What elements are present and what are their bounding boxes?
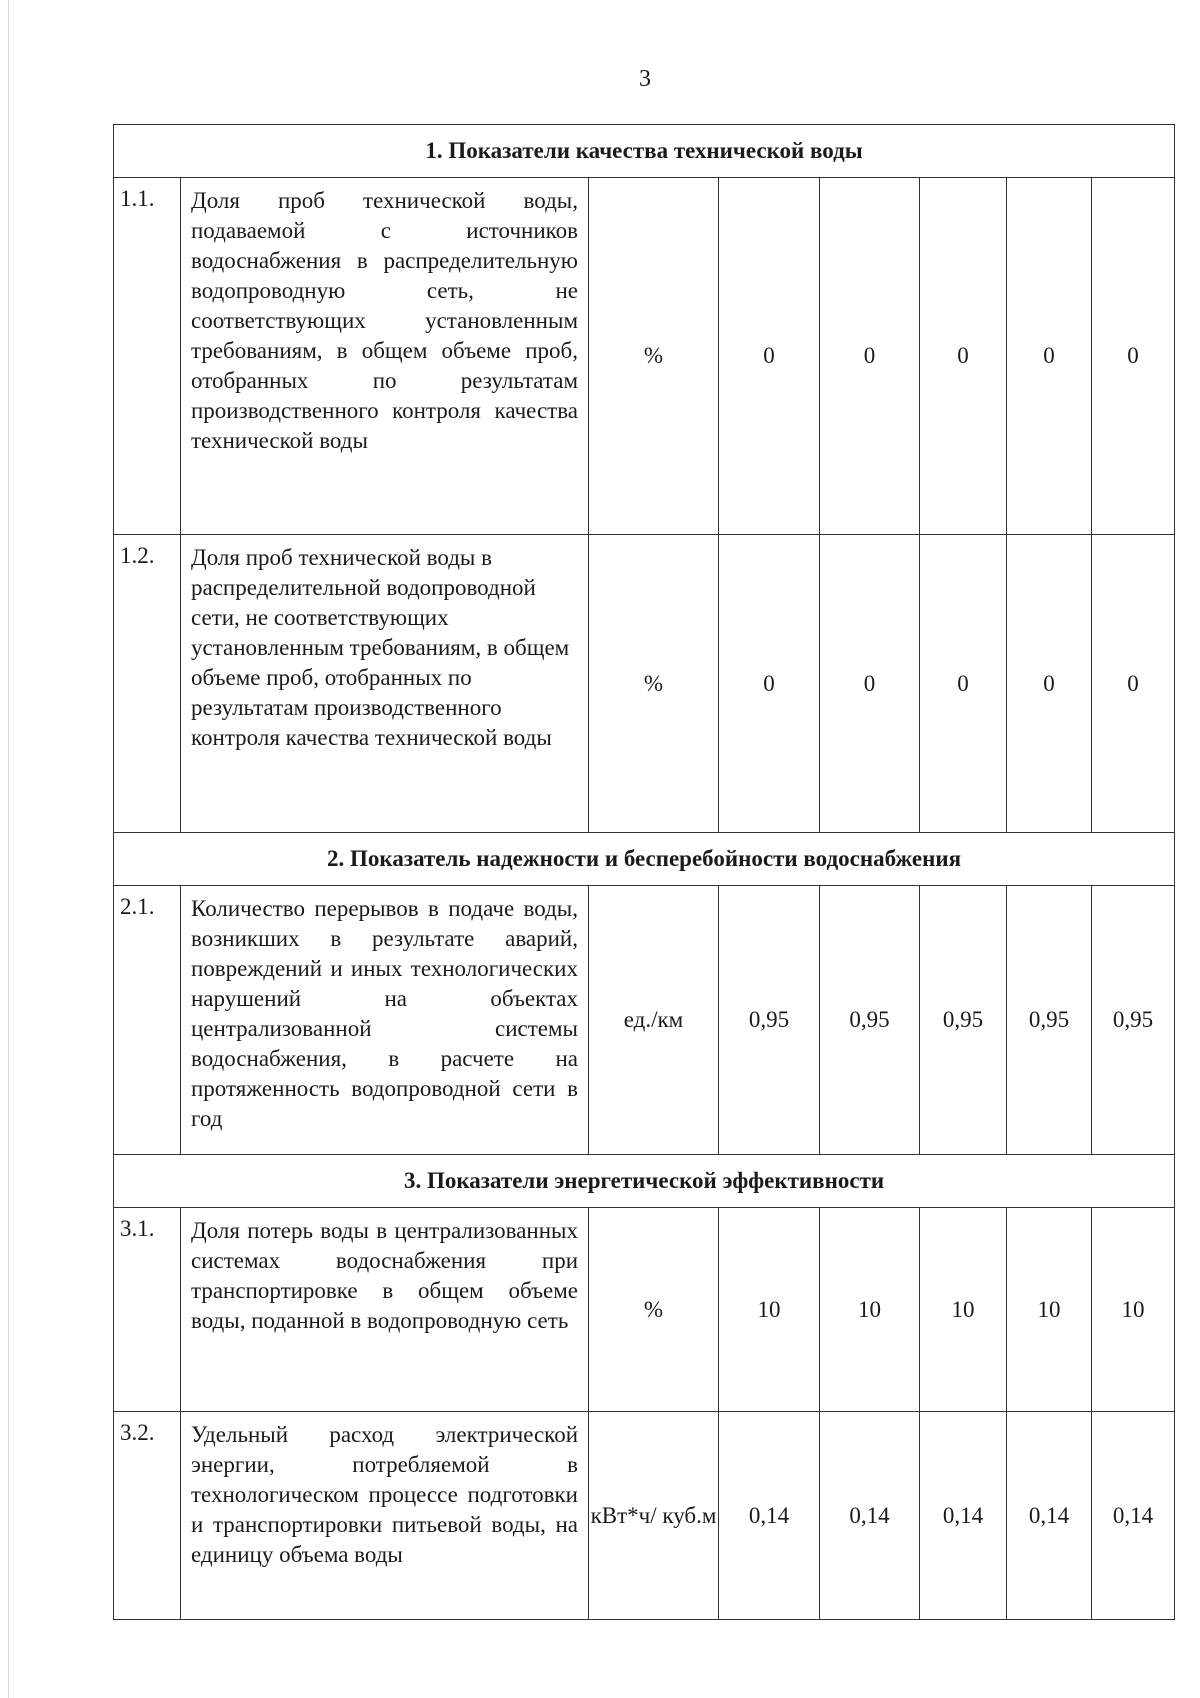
row-description: Доля проб технической воды в распределительной водопроводной сети, не соответствующих установленным требованиям, в общем объеме проб, отобранных по результатам производственного контроля качества технической воды	[181, 535, 589, 833]
table-row	[114, 1412, 1175, 1620]
section-header-row	[114, 1155, 1175, 1208]
section-header-row	[114, 833, 1175, 886]
row-value: 0,14	[719, 1412, 820, 1620]
table-row	[114, 1208, 1175, 1412]
row-number: 2.1.	[114, 886, 181, 1155]
row-description: Удельный расход электрической энергии, потребляемой в технологическом процессе подготовки и транспортировки питьевой воды, на единицу объема воды	[181, 1412, 589, 1620]
row-value: 10	[820, 1208, 920, 1412]
row-description: Количество перерывов в подаче воды, возникших в результате аварий, повреждений и иных технологических нарушений на объектах централизованной системы водоснабжения, в расчете на протяженность водопроводной сети в год	[181, 886, 589, 1155]
row-unit: ед./км	[589, 886, 719, 1155]
row-unit: %	[589, 178, 719, 535]
row-value: 0	[820, 535, 920, 833]
row-unit-text: кВт*ч/ куб.м	[590, 1502, 717, 1528]
row-value: 0	[1007, 535, 1092, 833]
section-header-row	[114, 125, 1175, 178]
table-row	[114, 886, 1175, 1155]
row-description: Доля проб технической воды, подаваемой с источников водоснабжения в распределительную водопроводную сеть, не соответствующих установленным требованиям, в общем объеме проб, отобранных по результатам производственного контроля качества технической воды	[181, 178, 589, 535]
row-value: 0,95	[1092, 886, 1175, 1155]
row-unit: %	[589, 1208, 719, 1412]
row-value: 0,95	[1007, 886, 1092, 1155]
section-title: 2. Показатель надежности и бесперебойности водоснабжения	[114, 833, 1175, 886]
row-number: 3.2.	[114, 1412, 181, 1620]
table-row	[114, 178, 1175, 535]
row-value: 0,14	[920, 1412, 1007, 1620]
table-row	[114, 535, 1175, 833]
row-value: 10	[1092, 1208, 1175, 1412]
page-number: 3	[639, 66, 651, 92]
row-value: 0	[719, 178, 820, 535]
row-value: 0	[920, 535, 1007, 833]
section-title: 3. Показатели энергетической эффективности	[114, 1155, 1175, 1208]
indicators-table	[113, 124, 1175, 1620]
row-value: 0	[719, 535, 820, 833]
row-number: 3.1.	[114, 1208, 181, 1412]
row-value: 0,14	[1007, 1412, 1092, 1620]
row-value: 10	[719, 1208, 820, 1412]
row-value: 0	[1092, 178, 1175, 535]
row-value: 0,14	[820, 1412, 920, 1620]
scan-edge	[8, 0, 9, 1698]
row-unit	[589, 1412, 719, 1620]
row-value: 0,95	[820, 886, 920, 1155]
row-value: 0,95	[920, 886, 1007, 1155]
row-value: 10	[920, 1208, 1007, 1412]
row-value: 0	[1007, 178, 1092, 535]
row-value: 0,14	[1092, 1412, 1175, 1620]
row-value: 10	[1007, 1208, 1092, 1412]
row-description: Доля потерь воды в централизованных системах водоснабжения при транспортировке в общем объеме воды, поданной в водопроводную сеть	[181, 1208, 589, 1412]
row-unit: %	[589, 535, 719, 833]
section-title: 1. Показатели качества технической воды	[114, 125, 1175, 178]
row-value: 0	[1092, 535, 1175, 833]
row-value: 0	[920, 178, 1007, 535]
row-number: 1.1.	[114, 178, 181, 535]
row-number: 1.2.	[114, 535, 181, 833]
row-value: 0	[820, 178, 920, 535]
row-value: 0,95	[719, 886, 820, 1155]
